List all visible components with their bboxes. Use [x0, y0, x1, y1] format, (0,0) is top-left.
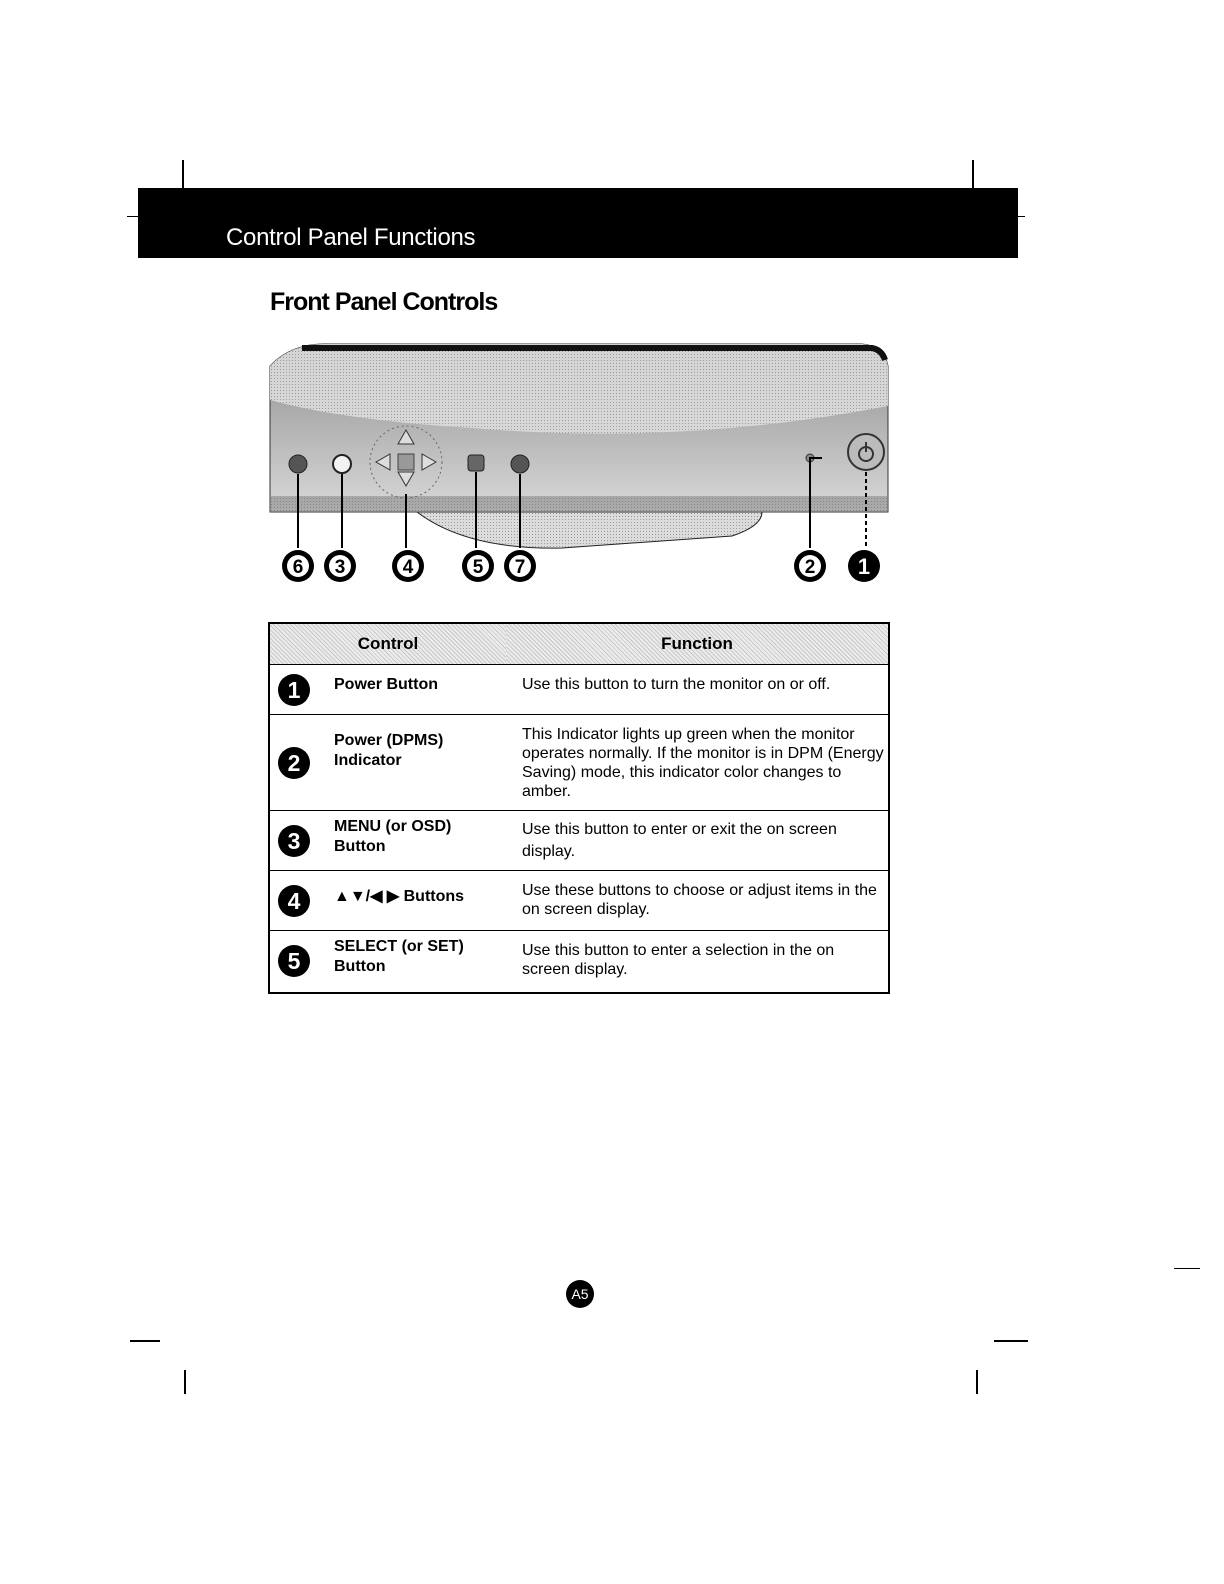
crop-mark: [1174, 1268, 1200, 1269]
callout-7-label: 7: [514, 557, 526, 578]
callout-2: [794, 550, 826, 582]
control-name: SELECT (or SET) Button: [318, 931, 506, 993]
column-header-function: Function: [506, 623, 889, 665]
table-row: [269, 715, 889, 811]
table-row: [269, 665, 889, 715]
callout-1: [848, 550, 880, 582]
number-badge: 3: [278, 825, 310, 857]
button-3: [333, 455, 351, 473]
dpad-center: [398, 454, 414, 470]
number-badge: 4: [278, 885, 310, 917]
crop-mark: [994, 1340, 1028, 1342]
header-title: Control Panel Functions: [226, 224, 476, 251]
button-5: [468, 455, 484, 471]
crop-mark: [130, 1340, 160, 1342]
bezel-lower-strip: [270, 496, 888, 512]
callout-4-label: 4: [402, 557, 414, 578]
row-number-cell: [269, 811, 318, 871]
callout-3-label: 3: [334, 557, 346, 578]
control-name: Power (DPMS) Indicator: [318, 715, 506, 811]
callout-4: [392, 550, 424, 582]
header-bar: [138, 188, 1018, 258]
number-badge: 2: [278, 747, 310, 779]
section-title: Front Panel Controls: [270, 288, 498, 316]
control-name: ▲▼/◀ ▶ Buttons: [318, 871, 506, 931]
callout-1-label: 1: [857, 554, 871, 579]
row-number-cell: [269, 715, 318, 811]
control-function-table: [268, 622, 890, 994]
control-function: Use this button to enter or exit the on screen display.: [506, 811, 889, 871]
callout-6-label: 6: [292, 557, 304, 578]
page-number: A5: [566, 1280, 594, 1308]
table-row: [269, 811, 889, 871]
callout-5: [462, 550, 494, 582]
crop-mark: [972, 160, 974, 188]
row-number-cell: [269, 665, 318, 715]
control-name: Power Button: [318, 665, 506, 715]
number-badge: 1: [278, 674, 310, 706]
number-badge: 5: [278, 945, 310, 977]
column-header-control: Control: [269, 623, 506, 665]
control-function: Use these buttons to choose or adjust items in the on screen display.: [506, 871, 889, 931]
callout-3: [324, 550, 356, 582]
control-function: This Indicator lights up green when the monitor operates normally. If the monitor is in DPM (Energy Saving) mode, this indicator color changes to amber.: [506, 715, 889, 811]
callout-7: [504, 550, 536, 582]
stand-shape: [417, 512, 762, 548]
crop-mark: [1017, 216, 1025, 217]
table-header-row: [269, 623, 889, 665]
crop-mark: [976, 1370, 978, 1394]
callout-6: [282, 550, 314, 582]
button-7: [511, 455, 529, 473]
row-number-cell: [269, 871, 318, 931]
table-row: [269, 871, 889, 931]
table-row: [269, 931, 889, 993]
row-number-cell: [269, 931, 318, 993]
control-name: MENU (or OSD) Button: [318, 811, 506, 871]
front-panel-illustration: [262, 336, 896, 596]
callout-2-label: 2: [804, 557, 816, 578]
callout-5-label: 5: [472, 557, 484, 578]
control-function: Use this button to enter a selection in the on screen display.: [506, 931, 889, 993]
button-6: [289, 455, 307, 473]
crop-mark: [184, 1370, 186, 1394]
control-function: Use this button to turn the monitor on or off.: [506, 665, 889, 715]
crop-mark: [182, 160, 184, 188]
